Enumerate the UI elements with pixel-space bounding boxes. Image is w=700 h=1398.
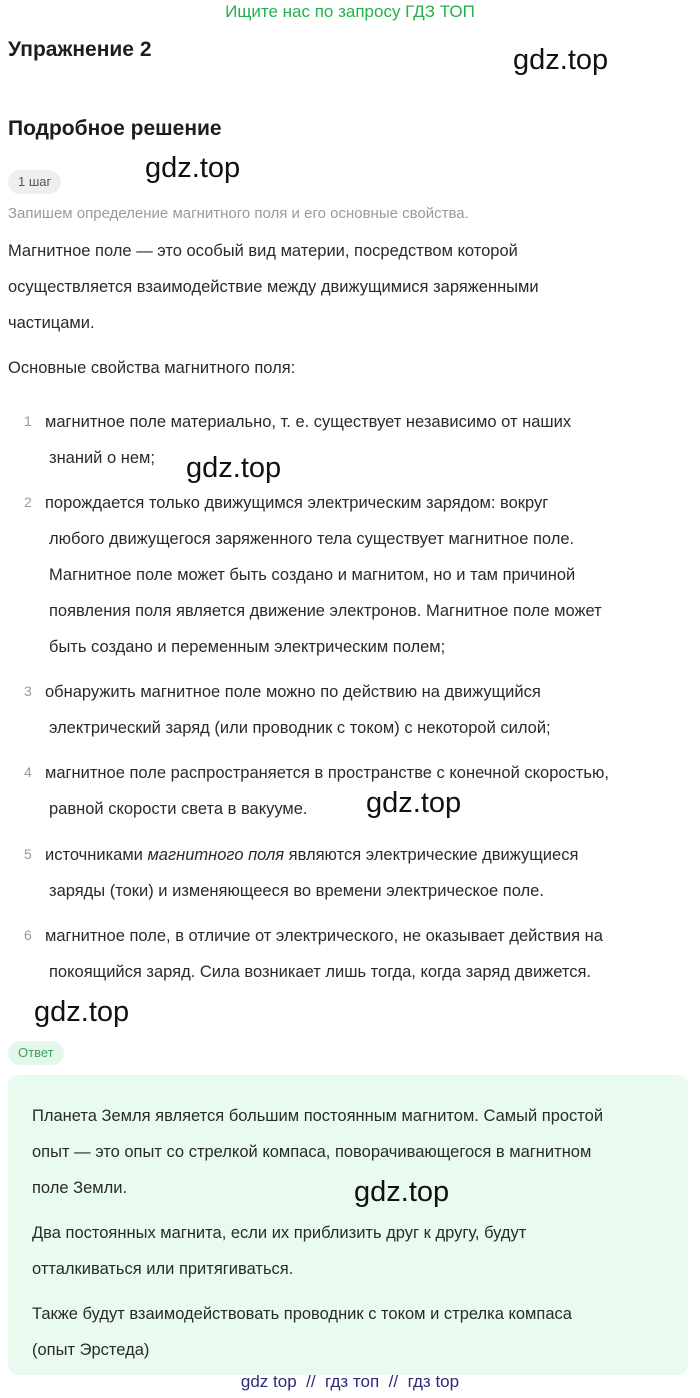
list-item-line: магнитное поле, в отличие от электрического, не оказывает действия на <box>45 927 603 945</box>
watermark: gdz.top <box>354 1176 450 1208</box>
search-banner: Ищите нас по запросу ГДЗ ТОП <box>225 2 475 21</box>
answer-line: Два постоянных магнита, если их приблизить друг к другу, будут <box>32 1224 527 1242</box>
definition-line: осуществляется взаимодействие между движущимися заряженными <box>8 278 539 296</box>
properties-heading: Основные свойства магнитного поля: <box>8 359 296 377</box>
list-item-line: любого движущегося заряженного тела существует магнитное поле. <box>49 530 575 548</box>
answer-line: поле Земли. <box>32 1179 128 1197</box>
list-item-line: появления поля является движение электронов. Магнитное поле может <box>49 602 602 620</box>
list-item-line: обнаружить магнитное поле можно по действию на движущийся <box>45 683 541 701</box>
footer-watermark <box>0 1372 700 1392</box>
footer-text: gdz top <box>240 1372 297 1391</box>
exercise-title: Упражнение 2 <box>8 38 152 61</box>
answer-line: опыт — это опыт со стрелкой компаса, поворачивающегося в магнитном <box>32 1143 592 1161</box>
list-number: 2 <box>24 494 32 510</box>
italic-term: магнитного поля <box>147 846 285 864</box>
watermark: gdz.top <box>186 452 282 484</box>
step-intro: Запишем определение магнитного поля и его основные свойства. <box>8 205 469 222</box>
list-number: 5 <box>24 846 32 862</box>
answer-badge: Ответ <box>8 1041 64 1065</box>
footer-text: гдз top <box>407 1372 460 1391</box>
list-number: 4 <box>24 764 32 780</box>
list-item-line: магнитное поле распространяется в пространстве с конечной скоростью, <box>45 764 609 782</box>
step-badge: 1 шаг <box>8 170 61 194</box>
definition-line: частицами. <box>8 314 95 332</box>
list-item-line: знаний о нем; <box>49 449 155 467</box>
watermark: gdz.top <box>34 996 130 1028</box>
list-item-line: магнитное поле материально, т. е. существует независимо от наших <box>45 413 572 431</box>
list-item-line: порождается только движущимся электрическим зарядом: вокруг <box>45 494 549 512</box>
list-item-line: электрический заряд (или проводник с током) с некоторой силой; <box>49 719 551 737</box>
list-item-line: заряды (токи) и изменяющееся во времени электрическое поле. <box>49 882 544 900</box>
definition-line: Магнитное поле — это особый вид материи, посредством которой <box>8 242 518 260</box>
watermark: gdz.top <box>366 787 462 819</box>
answer-line: Также будут взаимодействовать проводник с током и стрелка компаса <box>32 1305 572 1323</box>
list-item-line: равной скорости света в вакууме. <box>49 800 308 818</box>
solution-heading: Подробное решение <box>8 117 222 140</box>
answer-line: отталкиваться или притягиваться. <box>32 1260 294 1278</box>
footer-text: гдз топ <box>325 1372 380 1391</box>
watermark: gdz.top <box>145 152 241 184</box>
footer-sep: // <box>306 1372 316 1391</box>
footer-sep: // <box>388 1372 399 1391</box>
list-item-line: источниками магнитного поля являются электрические движущиеся <box>45 846 579 864</box>
list-number: 6 <box>24 927 32 943</box>
list-item-line: покоящийся заряд. Сила возникает лишь тогда, когда заряд движется. <box>49 963 591 981</box>
answer-line: (опыт Эрстеда) <box>32 1341 150 1359</box>
list-item-line: быть создано и переменным электрическим полем; <box>49 638 446 656</box>
list-number: 3 <box>24 683 32 699</box>
answer-line: Планета Земля является большим постоянным магнитом. Самый простой <box>32 1107 604 1125</box>
list-item-line: Магнитное поле может быть создано и магнитом, но и там причиной <box>49 566 576 584</box>
watermark: gdz.top <box>513 44 609 76</box>
list-number: 1 <box>24 413 32 429</box>
